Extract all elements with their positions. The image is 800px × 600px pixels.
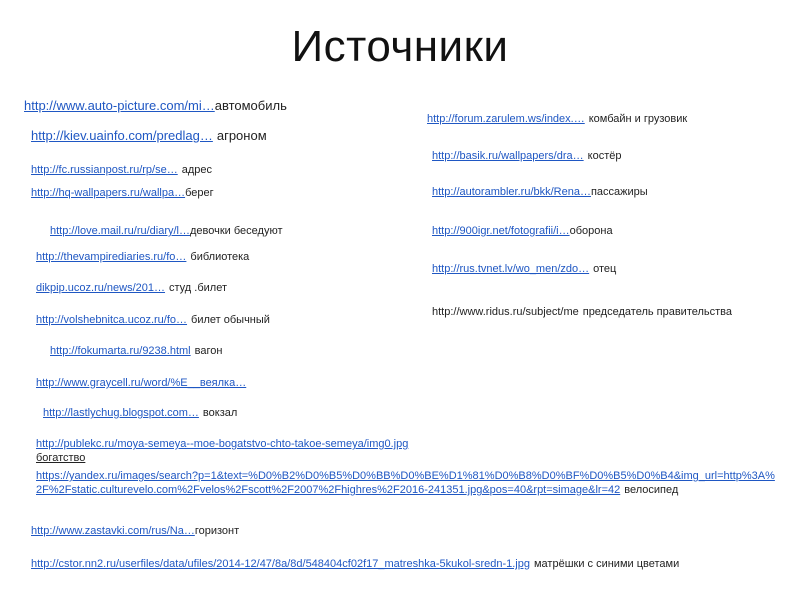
source-item [36,250,249,264]
source-item [50,344,222,358]
source-item [36,281,227,295]
source-item [31,557,800,571]
source-link[interactable]: http://publekc.ru/moya-semeya--moe-bogatstvo-chto-takoe-semeya/img0.jpg [36,438,409,450]
source-desc: матрёшки с синими цветами [533,558,680,570]
source-link[interactable]: http://www.ridus.ru/subject/me [432,306,579,318]
source-item [432,262,616,276]
source-link[interactable]: http://www.graycell.ru/word/%E__веялка… [36,377,247,389]
source-desc: девочки беседуют [190,225,283,237]
source-desc: отец [593,263,617,275]
source-desc: пассажиры [590,186,648,198]
source-desc: библиотека [190,251,250,263]
source-desc: костёр [587,150,622,162]
source-desc: горизонт [194,525,240,537]
source-link[interactable]: http://kiev.uainfo.com/predlag… [31,128,213,143]
source-item [427,112,687,126]
source-desc: оборона [569,225,613,237]
source-link[interactable]: http://www.auto-picture.com/mi… [24,98,215,113]
source-desc: богатство [36,452,86,464]
source-desc: вагон [194,345,223,357]
source-item [31,128,267,144]
source-item [36,437,408,465]
source-desc: комбайн и грузовик [588,113,688,125]
source-desc: велосипед [624,484,679,496]
source-link[interactable]: http://www.zastavki.com/rus/Na… [31,525,195,537]
source-item [31,186,214,200]
source-item [432,305,732,319]
source-desc: студ .билет [169,282,227,294]
source-link[interactable]: http://cstor.nn2.ru/userfiles/data/ufiles/2014-12/47/8a/8d/548404cf02f17_matreshka-5kukol-sredn-1.jpg [31,558,530,570]
source-desc: автомобиль [214,98,287,113]
source-item [432,149,621,163]
source-link[interactable]: https://yandex.ru/images/search?p=1&text=%D0%B2%D0%B5%D0%BB%D0%BE%D1%81%D0%B8%D0%BF%D0%B5%D0%B4&img_url=http%3A%2F%2Fstatic.culturevelo.com%2Fvelos%2Fscott%2F2007%2Fhighres%2F2016-241351.jpg&pos=40&rpt=simage&lr=42 [36,470,775,496]
source-item [432,224,613,238]
source-desc: билет обычный [191,314,270,326]
source-link[interactable]: http://autorambler.ru/bkk/Rena… [432,186,591,198]
source-item [36,313,270,327]
source-item [36,376,246,390]
source-link[interactable]: http://hq-wallpapers.ru/wallpa… [31,187,186,199]
source-desc: берег [185,187,214,199]
source-desc: агроном [216,128,267,143]
source-link[interactable]: http://900igr.net/fotografii/i… [432,225,570,237]
source-item [36,469,776,497]
source-link[interactable]: http://love.mail.ru/ru/diary/l… [50,225,190,237]
source-link[interactable]: http://lastlychug.blogspot.com… [43,407,199,419]
source-item [43,406,237,420]
source-link[interactable]: dikpip.ucoz.ru/news/201… [36,282,166,294]
source-desc: вокзал [202,407,238,419]
source-link[interactable]: http://volshebnitca.ucoz.ru/fo… [36,314,188,326]
source-desc: адрес [181,164,213,176]
source-link[interactable]: http://forum.zarulem.ws/index.… [427,113,585,125]
page-title: Источники [291,22,509,71]
source-desc: председатель правительства [582,306,733,318]
source-link[interactable]: http://fokumarta.ru/9238.html [50,345,191,357]
source-item [432,185,648,199]
source-link[interactable]: http://basik.ru/wallpapers/dra… [432,150,584,162]
source-item [31,524,239,538]
source-item [24,98,287,114]
source-item [50,224,283,238]
source-item [31,163,212,177]
source-link[interactable]: http://rus.tvnet.lv/wo_men/zdo… [432,263,590,275]
source-link[interactable]: http://thevampirediaries.ru/fo… [36,251,187,263]
source-link[interactable]: http://fc.russianpost.ru/rp/se… [31,164,178,176]
